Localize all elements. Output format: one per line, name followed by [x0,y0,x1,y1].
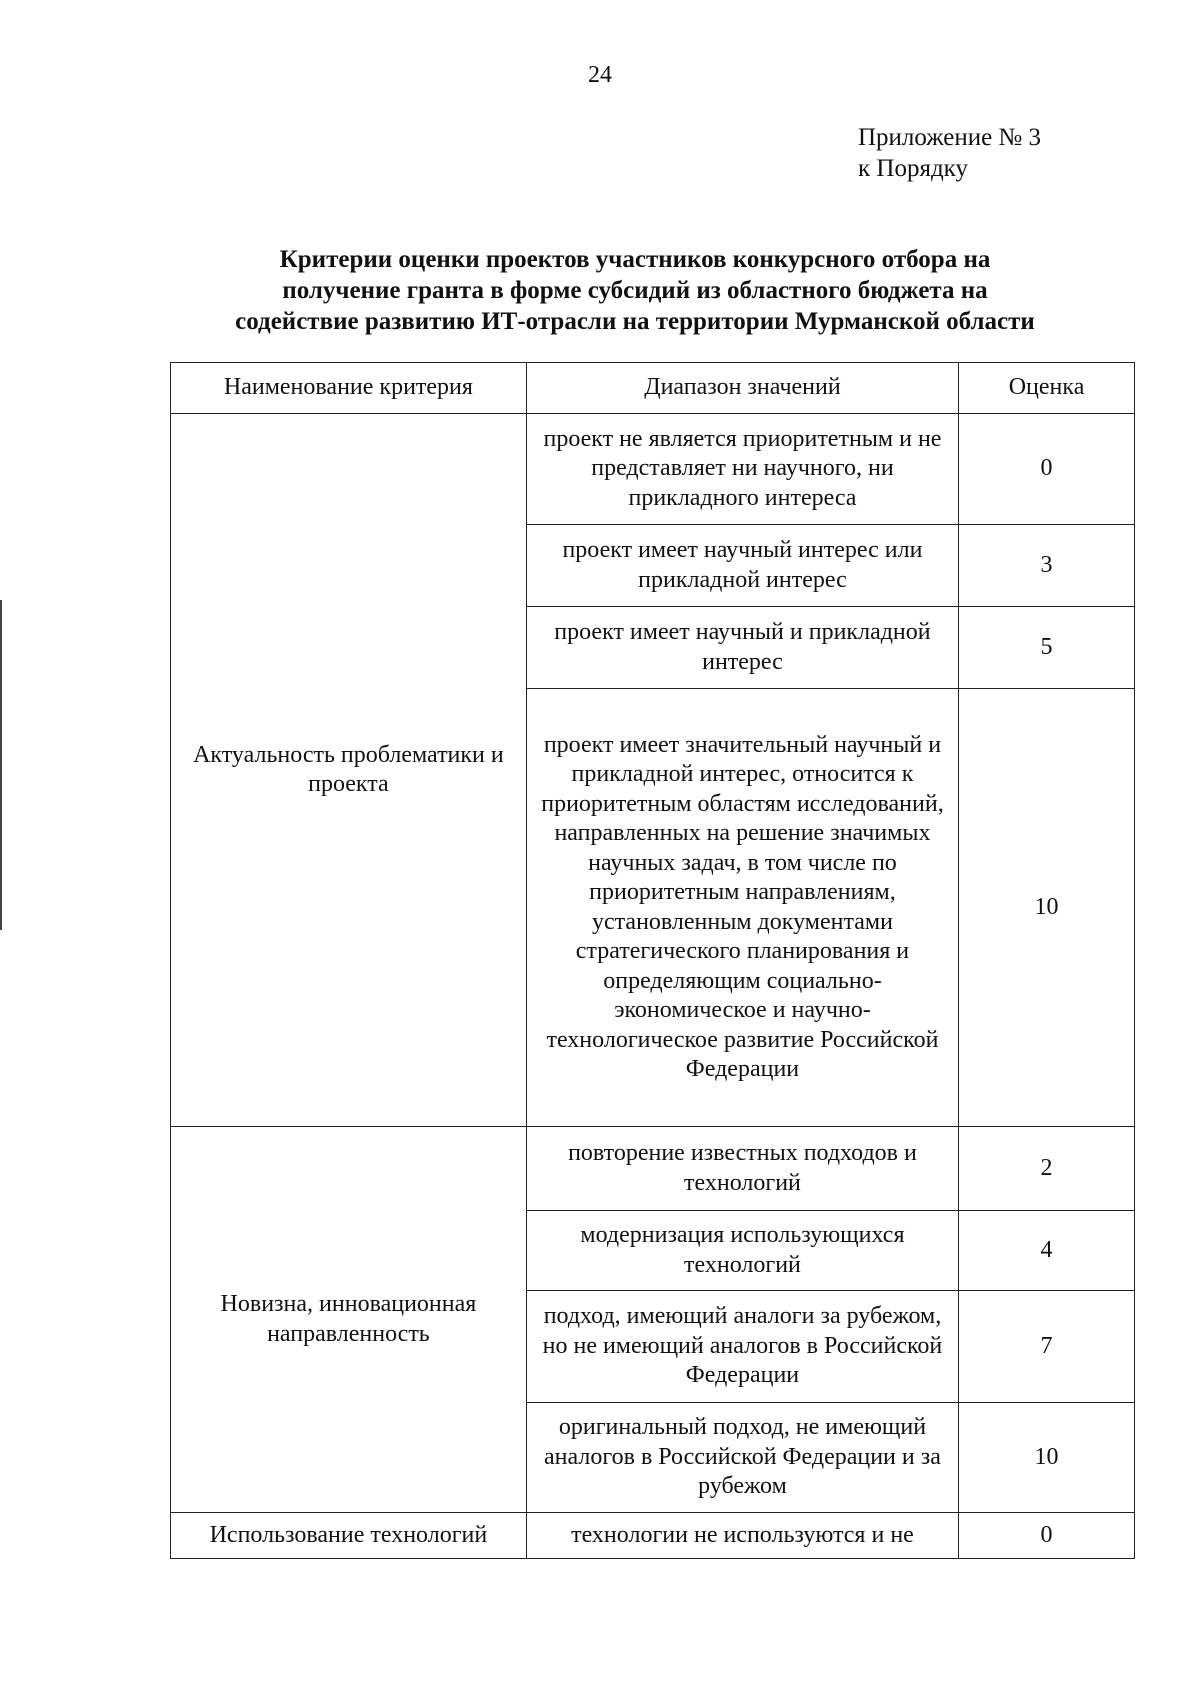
value-range-cell: модернизация использующихся технологий [526,1211,958,1291]
score-cell: 4 [959,1211,1135,1291]
score-cell: 0 [959,414,1135,525]
value-range-cell: проект имеет научный и прикладной интерес [526,607,958,689]
value-range-cell: технологии не используются и не [526,1513,958,1559]
value-range-cell: подход, имеющий аналоги за рубежом, но не имеющий аналогов в Российской Федерации [526,1291,958,1403]
score-cell: 10 [959,689,1135,1127]
table-header-row [171,363,1135,414]
criterion-name: Новизна, инновационная направленность [171,1127,527,1513]
table-row [171,414,1135,525]
score-cell: 5 [959,607,1135,689]
score-cell: 7 [959,1291,1135,1403]
header-score: Оценка [959,363,1135,414]
document-title [160,244,1110,337]
value-range-cell: проект имеет научный интерес или прикладной интерес [526,525,958,607]
table-row [171,1513,1135,1559]
header-value-range: Диапазон значений [526,363,958,414]
appendix-reference [858,122,1041,184]
criteria-table [170,362,1135,1559]
score-cell: 10 [959,1403,1135,1513]
criterion-name: Использование технологий [171,1513,527,1559]
scan-edge-mark [0,600,2,930]
score-cell: 0 [959,1513,1135,1559]
page-number: 24 [588,62,612,88]
title-line-3: содействие развитию ИТ-отрасли на территории Мурманской области [235,308,1035,335]
value-range-cell: повторение известных подходов и технологий [526,1127,958,1211]
criterion-name: Актуальность проблематики и проекта [171,414,527,1127]
appendix-line-2: к Порядку [858,155,968,182]
table-row [171,1127,1135,1211]
value-range-cell: проект не является приоритетным и не представляет ни научного, ни прикладного интереса [526,414,958,525]
value-range-cell: проект имеет значительный научный и прикладной интерес, относится к приоритетным областям исследований, направленных на решение значимых научных задач, в том числе по приоритетным направлениям, установленным документами стратегического планирования и определяющим социально-экономическое и научно-технологическое развитие Российской Федерации [526,689,958,1127]
title-line-2: получение гранта в форме субсидий из областного бюджета на [282,277,988,304]
title-line-1: Критерии оценки проектов участников конкурсного отбора на [279,246,991,273]
score-cell: 3 [959,525,1135,607]
value-range-cell: оригинальный подход, не имеющий аналогов в Российской Федерации и за рубежом [526,1403,958,1513]
appendix-line-1: Приложение № 3 [858,124,1042,151]
header-criterion-name: Наименование критерия [171,363,527,414]
score-cell: 2 [959,1127,1135,1211]
